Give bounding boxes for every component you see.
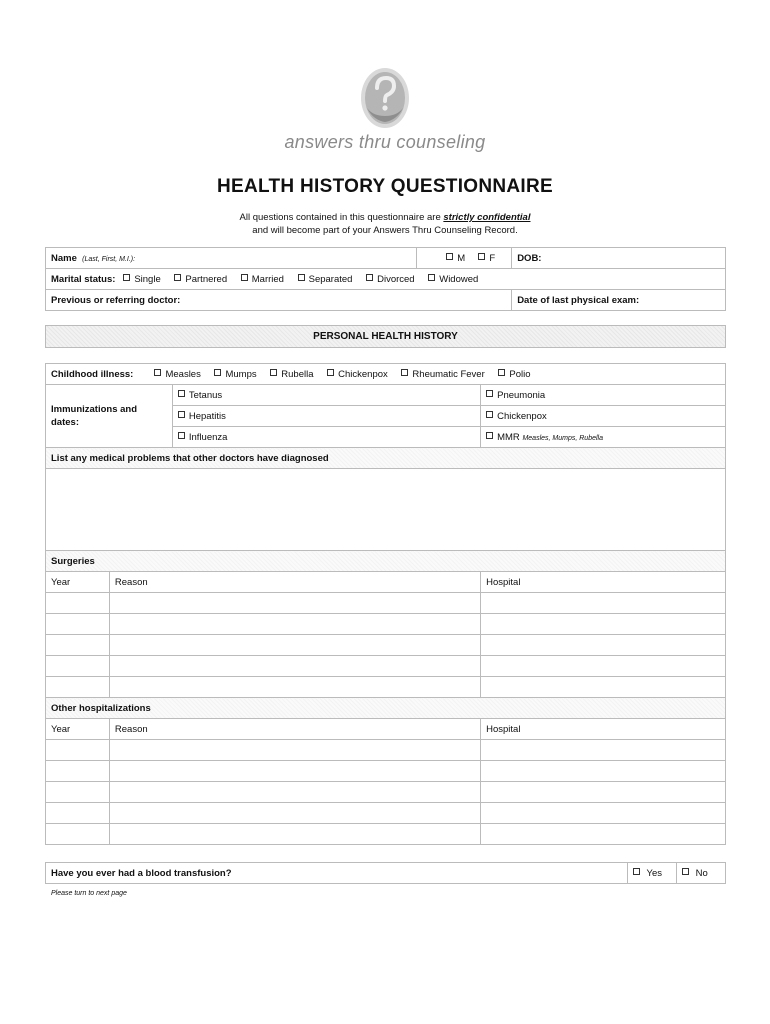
logo [0,66,770,153]
logo-text: answers thru counseling [284,132,486,152]
checkbox[interactable] [241,274,248,281]
transfusion-question: Have you ever had a blood transfusion? [46,863,628,884]
transfusion-table [45,862,726,884]
checkbox[interactable] [174,274,181,281]
hospitalization-row [46,782,726,803]
sex-f-checkbox[interactable] [478,253,485,260]
yes-label: Yes [646,867,663,879]
hospital-cell[interactable] [481,803,726,824]
hospitalization-row [46,740,726,761]
option-label: Polio [509,368,531,380]
intro-line1: All questions contained in this questionnaire are [239,212,444,223]
surgery-row [46,656,726,677]
checkbox[interactable] [428,274,435,281]
childhood-option-measles[interactable] [154,369,200,380]
checkbox[interactable] [214,369,221,376]
hosp-col-reason: Reason [109,719,480,740]
marital-status-row [46,269,726,290]
checkbox[interactable] [401,369,408,376]
problems-textarea[interactable] [46,469,726,551]
year-cell[interactable] [46,656,110,677]
year-cell[interactable] [46,824,110,845]
childhood-label: Childhood illness: [51,368,134,380]
name-hint: (Last, First, M.I.): [82,255,136,263]
year-cell[interactable] [46,782,110,803]
option-label: Single [134,273,161,285]
option-label: Pneumonia [497,389,546,401]
surgeries-label: Surgeries [46,551,726,572]
sex-field [417,248,512,269]
marital-option-married[interactable] [241,274,284,285]
surgery-row [46,593,726,614]
surgery-row [46,635,726,656]
checkbox[interactable] [178,390,185,397]
immunizations-label-2: dates: [51,417,79,428]
sex-f-label: F [489,252,496,264]
hosp-col-year: Year [46,719,110,740]
childhood-option-chickenpox[interactable] [327,369,388,380]
dob-field[interactable] [512,248,726,269]
checkbox[interactable] [486,432,493,439]
checkbox[interactable] [154,369,161,376]
checkbox[interactable] [123,274,130,281]
year-cell[interactable] [46,803,110,824]
transfusion-yes-option[interactable] [628,863,677,884]
surgeries-col-year: Year [46,572,110,593]
option-label: Rubella [281,368,314,380]
transfusion-no-option[interactable] [677,863,726,884]
reason-cell[interactable] [109,614,480,635]
hospitalizations-label: Other hospitalizations [46,698,726,719]
hospital-cell[interactable] [481,635,726,656]
year-cell[interactable] [46,593,110,614]
surgeries-col-reason: Reason [109,572,480,593]
option-label: Measles [165,368,201,380]
exam-date-field[interactable] [512,290,726,311]
immunization-chickenpox[interactable] [481,406,726,427]
sex-f-option[interactable] [478,253,495,264]
marital-option-separated[interactable] [298,274,353,285]
year-cell[interactable] [46,677,110,698]
hospitalization-row [46,761,726,782]
childhood-option-rheumatic-fever[interactable] [401,369,484,380]
marital-option-single[interactable] [123,274,160,285]
option-label: Hepatitis [188,410,226,422]
checkbox[interactable] [498,369,505,376]
reason-cell[interactable] [109,803,480,824]
reason-cell[interactable] [109,761,480,782]
immunization-tetanus[interactable] [172,385,480,406]
dob-label: DOB: [517,252,542,264]
reason-cell[interactable] [109,824,480,845]
option-label: Chickenpox [497,410,547,422]
no-label: No [695,867,708,879]
page-title: HEALTH HISTORY QUESTIONNAIRE [216,176,553,197]
option-label: Rheumatic Fever [412,368,485,380]
name-field[interactable] [46,248,417,269]
doctor-label: Previous or referring doctor: [51,294,181,306]
checkbox[interactable] [366,274,373,281]
hospitalization-row [46,803,726,824]
reason-cell[interactable] [109,593,480,614]
surgery-row [46,614,726,635]
intro-emphasis: strictly confidential [443,212,531,223]
hospital-cell[interactable] [481,656,726,677]
checkbox[interactable] [327,369,334,376]
option-label: Chickenpox [338,368,388,380]
option-label: Widowed [439,273,479,285]
doctor-field[interactable] [46,290,512,311]
hosp-col-hospital: Hospital [481,719,726,740]
mmr-hint: Measles, Mumps, Rubella [522,434,603,442]
name-label: Name [51,252,77,264]
childhood-option-mumps[interactable] [214,369,256,380]
hospitalization-row [46,824,726,845]
checkbox[interactable] [178,432,185,439]
surgery-row [46,677,726,698]
checkbox[interactable] [486,411,493,418]
hospital-cell[interactable] [481,782,726,803]
childhood-option-polio[interactable] [498,369,530,380]
childhood-illness-row [46,364,726,385]
immunizations-label-cell [46,385,173,448]
hospital-cell[interactable] [481,614,726,635]
option-label: MMR [497,431,520,443]
exam-label: Date of last physical exam: [517,294,640,306]
immunization-hepatitis[interactable] [172,406,480,427]
year-cell[interactable] [46,740,110,761]
surgeries-col-hospital: Hospital [481,572,726,593]
year-cell[interactable] [46,614,110,635]
childhood-option-rubella[interactable] [270,369,313,380]
option-label: Influenza [188,431,228,443]
year-cell[interactable] [46,635,110,656]
option-label: Separated [308,273,353,285]
question-mark-hands-emblem-icon [359,66,411,130]
sex-m-label: M [457,252,466,264]
reason-cell[interactable] [109,782,480,803]
sex-m-checkbox[interactable] [446,253,453,260]
checkbox[interactable] [178,411,185,418]
year-cell[interactable] [46,761,110,782]
health-history-table [45,363,726,845]
option-label: Tetanus [188,389,223,401]
marital-option-divorced[interactable] [366,274,415,285]
marital-option-partnered[interactable] [174,274,227,285]
intro-line2: and will become part of your Answers Thru Counseling Record. [252,225,518,236]
hospital-cell[interactable] [481,593,726,614]
footer-note: Please turn to next page [51,890,127,897]
immunization-influenza[interactable] [172,427,480,448]
marital-label: Marital status: [51,273,116,285]
marital-option-widowed[interactable] [428,274,478,285]
section-title-personal-health: PERSONAL HEALTH HISTORY [45,325,726,348]
option-label: Mumps [225,368,257,380]
option-label: Married [251,273,284,285]
checkbox[interactable] [298,274,305,281]
hospital-cell[interactable] [481,824,726,845]
sex-m-option[interactable] [446,253,465,264]
checkbox[interactable] [270,369,277,376]
hospital-cell[interactable] [481,761,726,782]
option-label: Divorced [377,273,415,285]
problems-label: List any medical problems that other doctors have diagnosed [46,448,726,469]
reason-cell[interactable] [109,740,480,761]
checkbox[interactable] [682,868,689,875]
intro-text [0,211,770,237]
hospital-cell[interactable] [481,677,726,698]
immunization-pneumonia[interactable] [481,385,726,406]
checkbox[interactable] [633,868,640,875]
reason-cell[interactable] [109,656,480,677]
reason-cell[interactable] [109,677,480,698]
hospital-cell[interactable] [481,740,726,761]
basic-info-table [45,247,726,311]
checkbox[interactable] [486,390,493,397]
immunization-mmr[interactable] [481,427,726,448]
reason-cell[interactable] [109,635,480,656]
option-label: Partnered [185,273,228,285]
immunizations-label: Immunizations and [51,404,138,415]
